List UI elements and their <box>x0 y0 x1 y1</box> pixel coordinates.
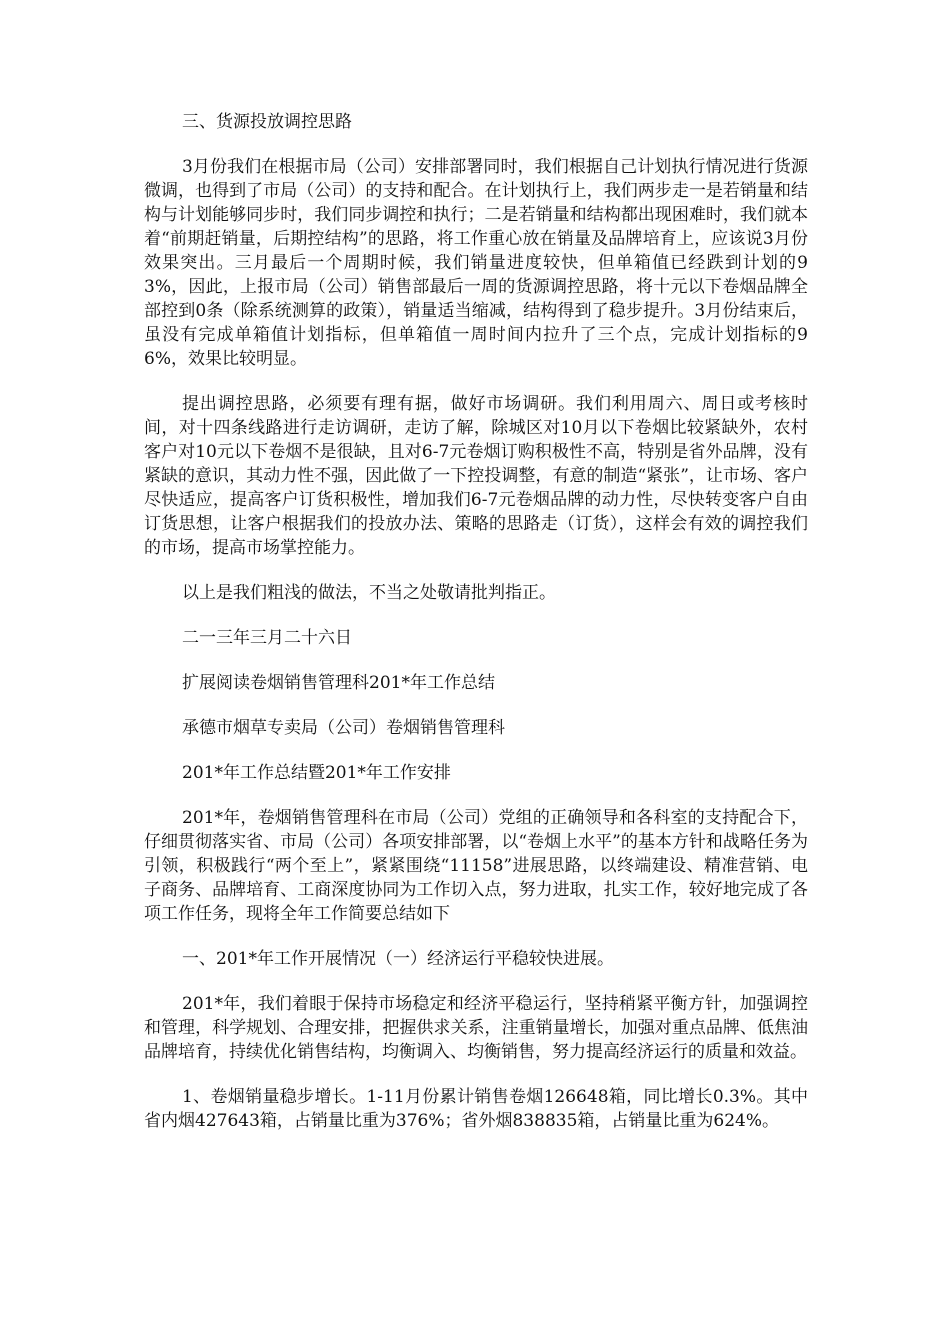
paragraph-sales-growth: 1、卷烟销量稳步增长。1-11月份累计销售卷烟126648箱，同比增长0.3%。其中省内烟427643箱，占销量比重为376%；省外烟838835箱，占销量比重为624%。 <box>144 1087 808 1131</box>
paragraph-annual-overview: 201*年，卷烟销售管理科在市局（公司）党组的正确领导和各科室的支持配合下，仔细贯彻落实省、市局（公司）各项安排部署，以“卷烟上水平”的基本方针和战略任务为引领，积极践行“两个至上”，紧紧围绕“11158”进展思路，以终端建设、精准营销、电子商务、品牌培育、工商深度协同为工作切入点，努力进取，扎实工作，较好地完成了各项工作任务，现将全年工作简要总结如下 <box>144 808 808 924</box>
paragraph-march-control: 3月份我们在根据市局（公司）安排部署同时，我们根据自己计划执行情况进行货源微调，也得到了市局（公司）的支持和配合。在计划执行上，我们两步走一是若销量和结构与计划能够同步时，我们同步调控和执行；二是若销量和结构都出现困难时，我们就本着“前期赶销量，后期控结构”的思路，将工作重心放在销量及品牌培育上，应该说3月份效果突出。三月最后一个周期时候，我们销量进度较快，但单箱值已经跌到计划的93%，因此，上报市局（公司）销售部最后一周的货源调控思路，将十元以下卷烟品牌全部控到0条（除系统测算的政策），销量适当缩减，结构得到了稳步提升。3月份结束后，虽没有完成单箱值计划指标，但单箱值一周时间内拉升了三个点，完成计划指标的96%，效果比较明显。 <box>144 157 808 369</box>
organization-name: 承德市烟草专卖局（公司）卷烟销售管理科 <box>182 718 505 738</box>
document-body <box>144 110 808 1154</box>
paragraph-closing-remark: 以上是我们粗浅的做法，不当之处敬请批判指正。 <box>182 583 556 603</box>
document-date: 二一三年三月二十六日 <box>182 628 352 648</box>
paragraph-market-research: 提出调控思路，必须要有理有据，做好市场调研。我们利用周六、周日或考核时间，对十四条线路进行走访调研，走访了解，除城区对10月以下卷烟比较紧缺外，农村客户对10元以下卷烟不是很缺，且对6-7元卷烟订购积极性不高，特别是省外品牌，没有紧缺的意识，其动力性不强，因此做了一下控投调整，有意的制造“紧张”，让市场、客户尽快适应，提高客户订货积极性，增加我们6-7元卷烟品牌的动力性，尽快转变客户自由订货思想，让客户根据我们的投放办法、策略的思路走（订货），这样会有效的调控我们的市场，提高市场掌控能力。 <box>144 394 808 558</box>
extended-reading-title: 扩展阅读卷烟销售管理科201*年工作总结 <box>182 673 495 693</box>
section-heading-work-status: 一、201*年工作开展情况（一）经济运行平稳较快进展。 <box>182 949 614 969</box>
summary-subtitle: 201*年工作总结暨201*年工作安排 <box>182 763 451 783</box>
paragraph-economic-operation: 201*年，我们着眼于保持市场稳定和经济平稳运行，坚持稍紧平衡方针，加强调控和管理，科学规划、合理安排，把握供求关系，注重销量增长，加强对重点品牌、低焦油品牌培育，持续优化销售结构，均衡调入、均衡销售，努力提高经济运行的质量和效益。 <box>144 994 808 1062</box>
section-heading-supply-control: 三、货源投放调控思路 <box>182 112 352 132</box>
